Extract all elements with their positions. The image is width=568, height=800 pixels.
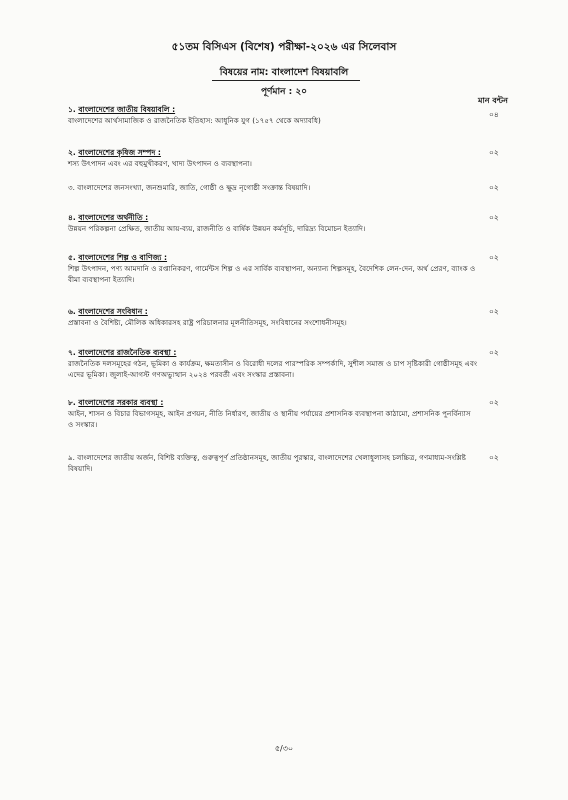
syllabus-item-5 [68, 252, 478, 285]
item-marks-9: ০২ [489, 453, 499, 462]
item-description: শিল্প উৎপাদন, পণ্য আমদানি ও রপ্তানিকরণ, গার্মেন্টস শিল্প ও এর সার্বিক ব্যবস্থাপনা, অন্যান্য শিল্পসমূহ, বৈদেশিক লেন-দেন, অর্থ প্রেরণ, ব্যাংক ও বীমা ব্যবস্থাপনা ইত্যাদি। [68, 264, 476, 284]
item-description: উন্নয়ন পরিকল্পনা প্রেক্ষিত, জাতীয় আয়-ব্যয়, রাজনীতি ও বার্ষিক উন্নয়ন কর্মসূচি, দারিদ্র্য বিমোচন ইত্যাদি। [68, 224, 366, 233]
item-title: বাংলাদেশের অর্থনীতি : [78, 213, 149, 222]
item-description: প্রস্তাবনা ও বৈশিষ্ট্য, মৌলিক অধিকারসহ রাষ্ট্র পরিচালনার মূলনীতিসমূহ, সংবিধানের সংশোধনীসমূহ। [68, 318, 347, 327]
item-number: ২. [68, 148, 76, 157]
subject-underline [212, 80, 360, 81]
item-marks-1: ০৪ [489, 110, 499, 119]
item-marks-3: ০২ [489, 183, 499, 192]
item-heading [68, 212, 478, 223]
item-number: ৩. [68, 183, 75, 192]
item-number: ৮. [68, 398, 76, 407]
item-heading [68, 306, 478, 317]
item-marks-5: ০২ [489, 253, 499, 262]
syllabus-item-2 [68, 147, 478, 169]
syllabus-item-6 [68, 306, 478, 328]
syllabus-item-9 [68, 452, 478, 474]
item-text: বাংলাদেশের জনসংখ্যা, জনশুমারি, জাতি, গোষ্ঠী ও ক্ষুদ্র নৃগোষ্ঠী সংক্রান্ত বিষয়াদি। [77, 183, 311, 192]
item-text: বাংলাদেশের জাতীয় অর্জন, বিশিষ্ট ব্যক্তিত্ব, গুরুত্বপূর্ণ প্রতিষ্ঠানসমূহ, জাতীয় পুরস্কার, বাংলাদেশের খেলাধুলাসহ চলচ্চিত্র, গণমাধ্যম-সংশ্লিষ্ট বিষয়াদি। [68, 453, 466, 473]
syllabus-item-4 [68, 212, 478, 234]
item-title: বাংলাদেশের সরকার ব্যবস্থা : [78, 398, 164, 407]
item-number: ৪. [68, 213, 76, 222]
syllabus-item-8 [68, 397, 478, 430]
syllabus-item-1 [68, 104, 478, 126]
item-description: আইন, শাসন ও বিচার বিভাগসমূহ, আইন প্রণয়ন, নীতি নির্ধারণ, জাতীয় ও স্থানীয় পর্যায়ের প্রশাসনিক ব্যবস্থাপনা কাঠামো, প্রশাসনিক পুনর্বিন্যাস ও সংস্কার। [68, 409, 471, 429]
item-heading [68, 104, 478, 115]
marks-column-header: মান বন্টন [478, 96, 508, 105]
item-title: বাংলাদেশের সংবিধান : [78, 307, 148, 316]
syllabus-item-3 [68, 182, 478, 193]
syllabus-item-7 [68, 347, 478, 380]
item-description [68, 182, 478, 193]
item-marks-6: ০২ [489, 307, 499, 316]
page-number: ৫/৩০ [274, 744, 294, 753]
item-description: বাংলাদেশের আর্থসামাজিক ও রাজনৈতিক ইতিহাস: আধুনিক যুগ (১৭৫৭ থেকে অদ্যাবধি) [68, 116, 321, 125]
item-description: রাজনৈতিক দলসমূহের গঠন, ভূমিকা ও কার্যক্রম, ক্ষমতাসীন ও বিরোধী দলের পারস্পরিক সম্পর্কাদি, সুশীল সমাজ ও চাপ সৃষ্টিকারী গোষ্ঠীসমূহ এবং এদের ভূমিকা। জুলাই-আগস্ট গণঅভ্যুত্থান ২০২৪ পরবর্তী এবং সংস্কার প্রস্তাবনা। [68, 359, 478, 379]
item-heading [68, 147, 478, 158]
item-marks-7: ০২ [489, 348, 499, 357]
item-title: বাংলাদেশের কৃষিজ সম্পদ : [78, 148, 161, 157]
syllabus-title: ৫১তম বিসিএস (বিশেষ) পরীক্ষা-২০২৬ এর সিলেবাস [171, 41, 397, 53]
item-number: ১. [68, 105, 76, 114]
item-number: ৫. [68, 253, 76, 262]
item-number: ৭. [68, 348, 76, 357]
item-heading [68, 252, 478, 263]
subject-name: বিষয়ের নাম: বাংলাদেশ বিষয়াবলি [219, 67, 349, 78]
item-title: বাংলাদেশের জাতীয় বিষয়াবলি : [78, 105, 176, 114]
item-number: ৬. [68, 307, 76, 316]
item-title: বাংলাদেশের রাজনৈতিক ব্যবস্থা : [78, 348, 177, 357]
full-marks: পূর্ণমান : ২০ [260, 87, 308, 97]
item-heading [68, 347, 478, 358]
item-marks-8: ০২ [489, 398, 499, 407]
item-number: ৯. [68, 453, 75, 462]
item-description [68, 452, 478, 474]
item-title: বাংলাদেশের শিল্প ও বাণিজ্য : [78, 253, 168, 262]
item-heading [68, 397, 478, 408]
item-description: শস্য উৎপাদন এবং এর বহুমুখীকরণ, খাদ্য উৎপাদন ও ব্যবস্থাপনা। [68, 159, 252, 168]
item-marks-2: ০২ [489, 148, 499, 157]
item-marks-4: ০২ [489, 213, 499, 222]
